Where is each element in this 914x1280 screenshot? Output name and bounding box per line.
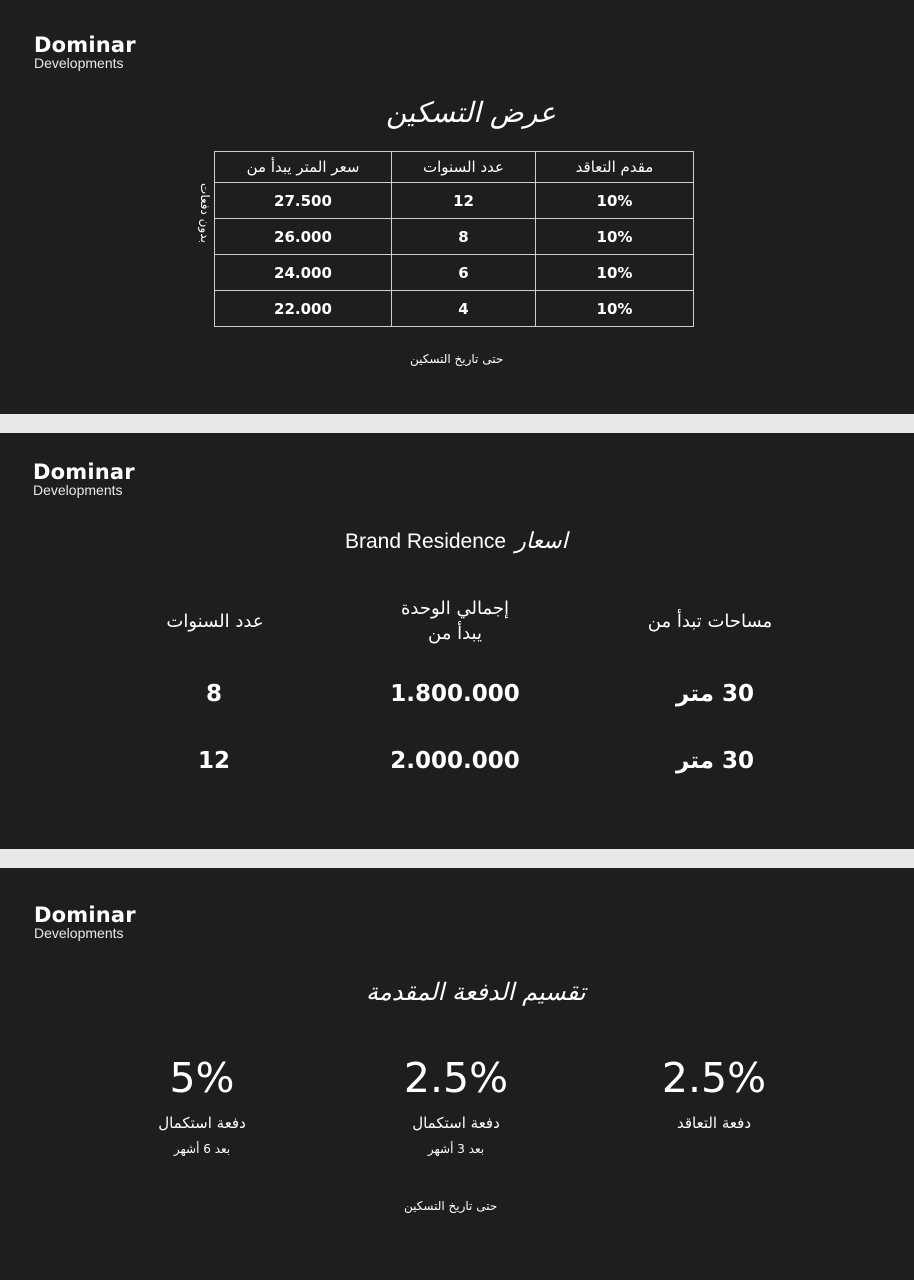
- header-total: [370, 596, 540, 646]
- header-price: سعر المتر يبدأ من: [215, 152, 392, 183]
- cell-years: 4: [392, 291, 536, 327]
- installment-label: دفعة استكمال: [412, 1114, 500, 1132]
- installments-footnote: حتى تاريخ التسكين: [404, 1199, 498, 1213]
- brand-name: Dominar: [34, 33, 136, 57]
- offer-footnote: حتى تاريخ التسكين: [410, 352, 504, 366]
- installment-label: دفعة التعاقد: [676, 1114, 751, 1132]
- header-total-line2: يبدأ من: [428, 623, 482, 644]
- header-down-payment: مقدم التعاقد: [536, 152, 694, 183]
- installment-timing: بعد 3 أشهر: [427, 1142, 485, 1156]
- brand-logo: [33, 461, 135, 498]
- brand-name: Dominar: [34, 903, 136, 927]
- residence-title: [345, 529, 568, 554]
- cell-years: 6: [392, 255, 536, 291]
- brand-subtitle: Developments: [34, 925, 124, 941]
- offer-title: عرض التسكين: [386, 96, 556, 129]
- header-years: عدد السنوات: [392, 152, 536, 183]
- residence-title-ar: اسعار: [515, 529, 568, 554]
- years-value: 12: [197, 748, 230, 774]
- brand-logo: [34, 34, 136, 71]
- installment-label: دفعة استكمال: [158, 1114, 246, 1132]
- years-value: 8: [205, 681, 222, 707]
- installments-title: تقسيم الدفعة المقدمة: [366, 978, 586, 1006]
- area-value: 30 متر: [676, 681, 754, 707]
- header-years: عدد السنوات: [166, 611, 264, 632]
- cell-years: 8: [392, 219, 536, 255]
- cell-price: 24.000: [215, 255, 392, 291]
- no-installments-note: بدون دفعات: [198, 183, 212, 243]
- offer-table: [214, 151, 694, 327]
- area-value: 30 متر: [676, 748, 754, 774]
- cell-down-payment: 10%: [536, 219, 694, 255]
- cell-down-payment: 10%: [536, 183, 694, 219]
- header-areas: مساحات تبدأ من: [647, 611, 773, 632]
- installment-percent: 2.5%: [403, 1054, 509, 1102]
- cell-years: 12: [392, 183, 536, 219]
- offer-panel: [0, 0, 914, 414]
- cell-price: 26.000: [215, 219, 392, 255]
- table-row: [215, 291, 694, 327]
- cell-down-payment: 10%: [536, 255, 694, 291]
- header-total-line1: إجمالي الوحدة: [400, 598, 510, 619]
- brand-logo: [34, 904, 136, 941]
- total-value: 2.000.000: [390, 748, 520, 774]
- installment-percent: 5%: [169, 1054, 235, 1102]
- installment-timing: بعد 6 أشهر: [173, 1142, 231, 1156]
- cell-price: 27.500: [215, 183, 392, 219]
- installments-panel: [0, 868, 914, 1280]
- table-header-row: [215, 152, 694, 183]
- table-row: [215, 255, 694, 291]
- brand-subtitle: Developments: [34, 55, 124, 71]
- residence-title-en: Brand Residence: [345, 530, 507, 553]
- table-row: [215, 183, 694, 219]
- installment-percent: 2.5%: [661, 1054, 767, 1102]
- total-value: 1.800.000: [390, 681, 520, 707]
- cell-price: 22.000: [215, 291, 392, 327]
- cell-down-payment: 10%: [536, 291, 694, 327]
- brand-subtitle: Developments: [33, 482, 123, 498]
- table-row: [215, 219, 694, 255]
- brand-name: Dominar: [33, 460, 135, 484]
- residence-panel: [0, 433, 914, 849]
